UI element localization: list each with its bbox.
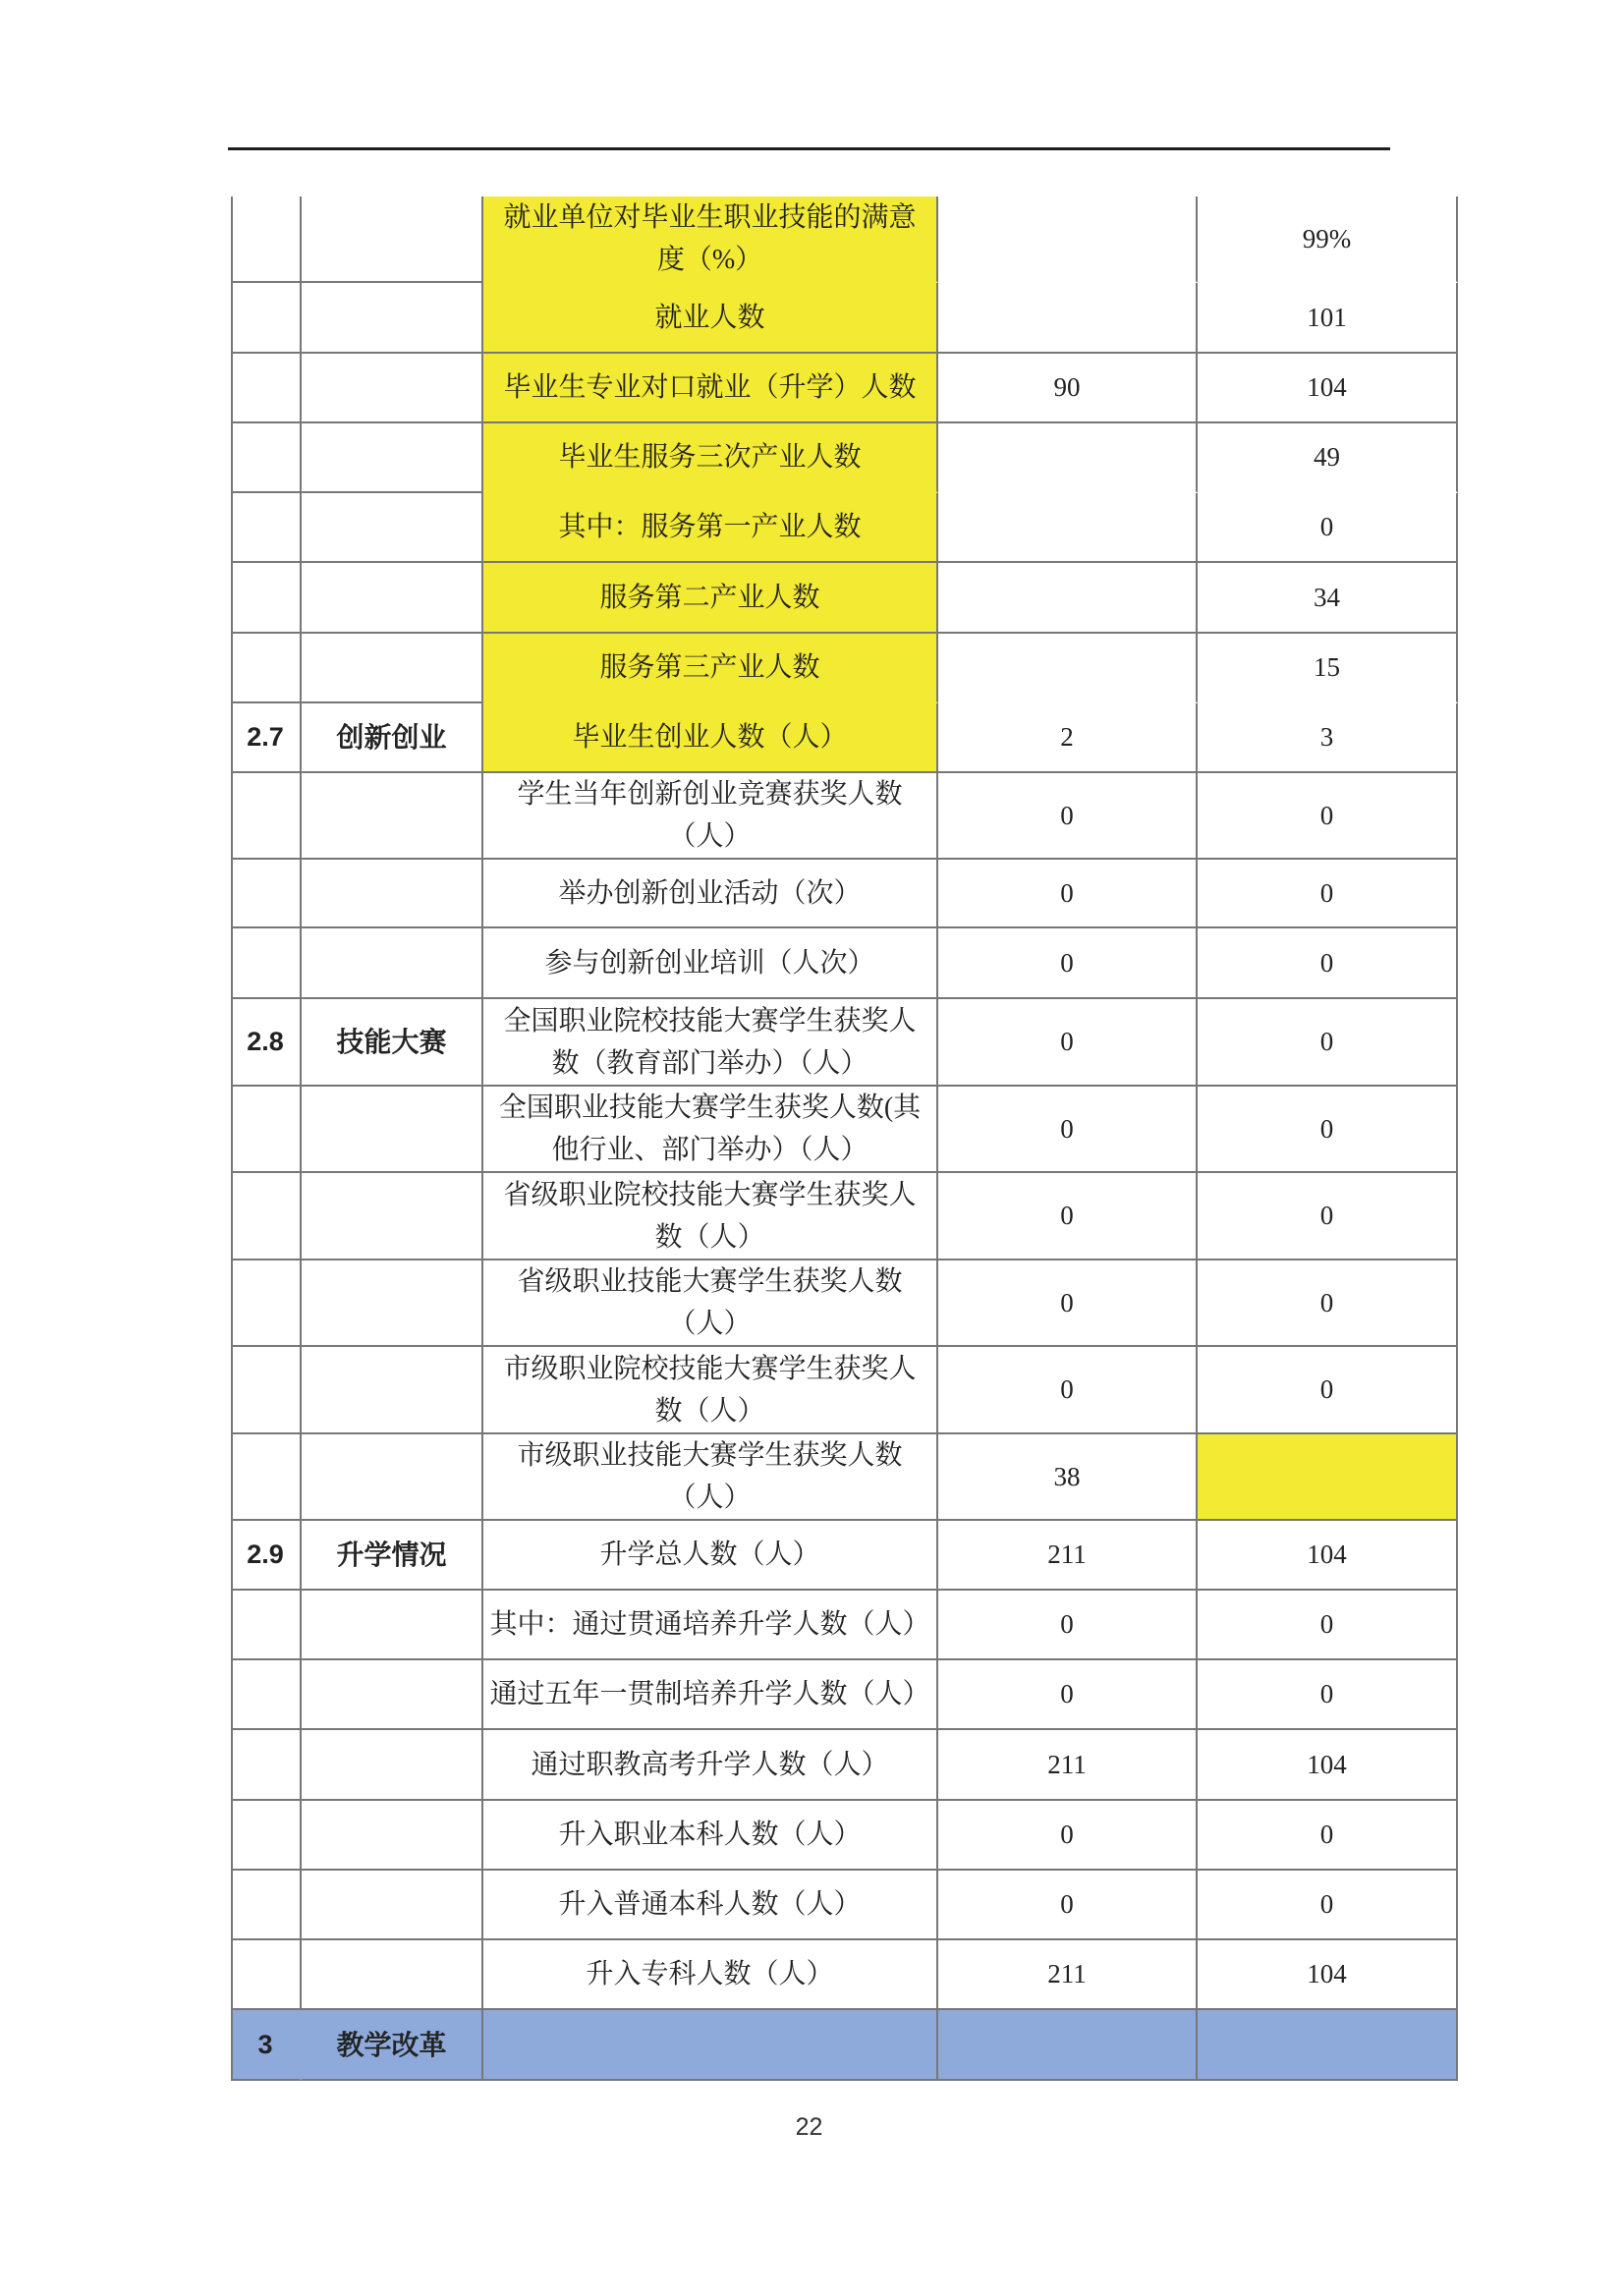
section-title-cell [302, 1591, 483, 1660]
section-number-cell [231, 2010, 302, 2081]
value-a-cell [938, 1801, 1198, 1871]
value-b: 104 [1307, 1540, 1347, 1569]
value-b-cell [1198, 928, 1458, 999]
section-title-cell [302, 1434, 483, 1521]
value-b: 0 [1319, 1027, 1334, 1056]
value-b-cell [1198, 2010, 1458, 2081]
value-b-cell [1198, 563, 1458, 634]
section-title-cell [302, 1173, 483, 1260]
table-row [231, 493, 1458, 563]
value-b: 104 [1307, 1959, 1347, 1988]
value-b-cell [1198, 1434, 1458, 1521]
indicator-name-cell [483, 1347, 938, 1434]
value-b: 34 [1314, 582, 1340, 612]
value-a: 0 [1060, 1113, 1074, 1144]
section-number-cell [231, 1087, 302, 1173]
section-title-cell [302, 196, 483, 283]
section-title-cell [302, 1347, 483, 1434]
indicator-name: 毕业生服务三次产业人数 [558, 442, 862, 473]
value-a-cell [938, 283, 1198, 354]
section-number-cell [231, 1173, 302, 1260]
section-title: 教学改革 [336, 2029, 447, 2060]
table-row [231, 999, 1458, 1087]
indicator-name: 其中：通过贯通培养升学人数（人） [489, 1609, 930, 1640]
indicator-name: 省级职业技能大赛学生获奖人数 （人） [517, 1266, 903, 1339]
indicator-name-cell [483, 773, 938, 860]
value-b: 101 [1307, 302, 1347, 332]
indicator-name: 毕业生创业人数（人） [572, 722, 848, 753]
section-title-cell [302, 1260, 483, 1347]
section-title-cell [302, 563, 483, 634]
table-row [231, 283, 1458, 354]
section-title-cell [302, 283, 483, 354]
value-b: 0 [1319, 512, 1334, 541]
indicator-name-cell [483, 1521, 938, 1591]
value-a-cell [938, 703, 1198, 773]
table-row [231, 1521, 1458, 1591]
section-title: 技能大赛 [336, 1027, 447, 1057]
table-row [231, 1871, 1458, 1940]
indicator-name-cell [483, 1801, 938, 1871]
section-title-cell [302, 1730, 483, 1801]
indicator-name: 举办创新创业活动（次） [558, 877, 862, 909]
section-number-cell [231, 703, 302, 773]
section-title-cell [302, 1940, 483, 2010]
indicator-name: 其中：服务第一产业人数 [558, 512, 862, 542]
value-a: 0 [1060, 1889, 1074, 1919]
indicator-name: 毕业生专业对口就业（升学）人数 [503, 372, 917, 403]
value-b: 0 [1319, 1609, 1334, 1639]
table-row [231, 1173, 1458, 1260]
section-title-cell [302, 2010, 483, 2081]
value-a-cell [938, 634, 1198, 703]
value-a: 0 [1060, 1609, 1074, 1639]
section-number-cell [231, 773, 302, 860]
table-row [231, 423, 1458, 493]
indicator-name-cell [483, 1087, 938, 1173]
indicator-name: 升入普通本科人数（人） [558, 1889, 862, 1920]
value-a: 0 [1060, 1201, 1074, 1230]
indicator-name: 通过五年一贯制培养升学人数（人） [489, 1679, 930, 1709]
indicator-name-cell [483, 999, 938, 1087]
section-number-cell [231, 1871, 302, 1940]
value-b: 49 [1314, 442, 1340, 472]
value-a-cell [938, 423, 1198, 493]
table-row [231, 563, 1458, 634]
value-a: 0 [1060, 1287, 1074, 1317]
value-b-cell [1198, 1521, 1458, 1591]
section-title-cell [302, 634, 483, 703]
indicator-name: 升入专科人数（人） [586, 1959, 834, 1989]
value-a: 90 [1053, 372, 1081, 402]
value-a-cell [938, 1173, 1198, 1260]
value-b-cell [1198, 1347, 1458, 1434]
value-b-cell [1198, 283, 1458, 354]
value-a: 0 [1060, 877, 1074, 908]
indicator-name-cell [483, 1660, 938, 1730]
value-b: 0 [1319, 947, 1334, 978]
value-a-cell [938, 1730, 1198, 1801]
indicator-name: 省级职业院校技能大赛学生获奖人 数（人） [503, 1179, 917, 1253]
page-number: 22 [795, 2113, 823, 2141]
indicator-name-cell [483, 634, 938, 703]
value-b-cell [1198, 1260, 1458, 1347]
table-row [231, 1591, 1458, 1660]
table-row [231, 703, 1458, 773]
value-a: 2 [1060, 722, 1074, 752]
value-b: 0 [1319, 877, 1334, 908]
value-a: 0 [1060, 1679, 1074, 1708]
value-a: 0 [1060, 1820, 1074, 1849]
header-rule [228, 147, 1390, 150]
section-number-cell [231, 283, 302, 354]
section-number: 2.7 [247, 722, 284, 752]
value-b: 0 [1319, 1287, 1334, 1317]
value-a: 0 [1060, 1374, 1074, 1404]
indicator-name: 市级职业技能大赛学生获奖人数 （人） [517, 1440, 903, 1513]
indicator-name: 参与创新创业培训（人次） [544, 947, 875, 979]
value-b: 0 [1319, 1820, 1334, 1849]
value-a-cell [938, 354, 1198, 423]
section-title-cell [302, 773, 483, 860]
section-title-cell [302, 1521, 483, 1591]
section-number-cell [231, 1521, 302, 1591]
indicator-name: 服务第三产业人数 [599, 652, 820, 683]
value-b-cell [1198, 634, 1458, 703]
indicator-name-cell [483, 2010, 938, 2081]
value-b-cell [1198, 999, 1458, 1087]
value-a-cell [938, 563, 1198, 634]
section-title-cell [302, 999, 483, 1087]
value-a-cell [938, 1434, 1198, 1521]
indicator-name-cell [483, 423, 938, 493]
section-number-cell [231, 1940, 302, 2010]
value-a-cell [938, 1260, 1198, 1347]
value-a: 211 [1047, 1959, 1087, 1988]
section-number-cell [231, 634, 302, 703]
table-row [231, 773, 1458, 860]
table-row [231, 1801, 1458, 1871]
table-row [231, 1434, 1458, 1521]
indicator-name-cell [483, 1173, 938, 1260]
value-a-cell [938, 1660, 1198, 1730]
section-number-cell [231, 1660, 302, 1730]
value-b: 104 [1307, 1749, 1347, 1779]
value-b-cell [1198, 1801, 1458, 1871]
section-number-cell [231, 1730, 302, 1801]
section-title-cell [302, 354, 483, 423]
value-a-cell [938, 1940, 1198, 2010]
table-row [231, 1260, 1458, 1347]
section-title-cell [302, 493, 483, 563]
value-b-cell [1198, 196, 1458, 283]
section-title-cell [302, 423, 483, 493]
value-a: 211 [1047, 1540, 1087, 1569]
section-header-row [231, 2010, 1458, 2081]
table-row [231, 1347, 1458, 1434]
indicator-name: 市级职业院校技能大赛学生获奖人 数（人） [503, 1353, 917, 1427]
value-a-cell [938, 493, 1198, 563]
value-b: 0 [1319, 1679, 1334, 1708]
value-b-cell [1198, 1087, 1458, 1173]
indicator-name-cell [483, 283, 938, 354]
section-title-cell [302, 1871, 483, 1940]
section-number-cell [231, 999, 302, 1087]
indicator-name-cell [483, 354, 938, 423]
table-row [231, 860, 1458, 928]
value-b-cell [1198, 1940, 1458, 2010]
value-a: 38 [1053, 1461, 1081, 1491]
section-number: 3 [257, 2029, 273, 2059]
value-a-cell [938, 928, 1198, 999]
value-b: 0 [1319, 1889, 1334, 1919]
indicator-name: 服务第二产业人数 [599, 582, 820, 613]
section-number-cell [231, 423, 302, 493]
section-number-cell [231, 1260, 302, 1347]
value-b: 0 [1319, 1113, 1334, 1144]
value-b-cell [1198, 773, 1458, 860]
section-number-cell [231, 928, 302, 999]
indicator-name-cell [483, 1940, 938, 2010]
value-a: 0 [1060, 947, 1074, 978]
indicator-name-cell [483, 493, 938, 563]
value-a-cell [938, 2010, 1198, 2081]
section-number-cell [231, 1434, 302, 1521]
indicator-name-cell [483, 928, 938, 999]
value-b: 15 [1314, 652, 1340, 682]
value-b-cell [1198, 1173, 1458, 1260]
indicator-name-cell [483, 703, 938, 773]
value-a-cell [938, 1521, 1198, 1591]
section-number-cell [231, 860, 302, 928]
value-a-cell [938, 773, 1198, 860]
section-title-cell [302, 1087, 483, 1173]
indicator-name-cell [483, 1730, 938, 1801]
value-b-cell [1198, 493, 1458, 563]
section-title-cell [302, 1660, 483, 1730]
indicator-name: 升学总人数（人） [599, 1540, 820, 1570]
indicator-name: 就业单位对毕业生职业技能的满意 度（%） [503, 202, 917, 275]
value-a: 0 [1060, 800, 1074, 830]
section-number: 2.8 [247, 1027, 284, 1056]
value-b: 0 [1319, 800, 1334, 830]
indicator-name: 通过职教高考升学人数（人） [531, 1749, 889, 1780]
indicator-name-cell [483, 1260, 938, 1347]
table-row [231, 1660, 1458, 1730]
value-b-cell [1198, 354, 1458, 423]
value-b: 0 [1319, 1201, 1334, 1230]
value-b-cell [1198, 1591, 1458, 1660]
indicator-name-cell [483, 1591, 938, 1660]
value-a: 211 [1047, 1749, 1087, 1779]
table-row [231, 1087, 1458, 1173]
value-b-cell [1198, 1871, 1458, 1940]
table-row [231, 1730, 1458, 1801]
table-row [231, 196, 1458, 283]
indicator-name: 全国职业技能大赛学生获奖人数(其 他行业、部门举办）（人） [498, 1092, 922, 1165]
value-b-cell [1198, 1660, 1458, 1730]
section-title: 创新创业 [336, 722, 447, 753]
indicator-name-cell [483, 860, 938, 928]
indicator-name: 升入职业本科人数（人） [558, 1820, 862, 1850]
section-number: 2.9 [247, 1540, 284, 1569]
value-a-cell [938, 860, 1198, 928]
indicator-name-cell [483, 196, 938, 283]
section-title-cell [302, 703, 483, 773]
data-table [231, 196, 1458, 2081]
section-number-cell [231, 1591, 302, 1660]
value-b: 104 [1307, 372, 1347, 402]
value-b: 99% [1302, 223, 1352, 253]
section-number-cell [231, 1347, 302, 1434]
value-a-cell [938, 999, 1198, 1087]
value-b-cell [1198, 860, 1458, 928]
value-b-cell [1198, 423, 1458, 493]
value-a-cell [938, 1591, 1198, 1660]
table-row [231, 1940, 1458, 2010]
indicator-name-cell [483, 563, 938, 634]
section-number-cell [231, 354, 302, 423]
indicator-name: 全国职业院校技能大赛学生获奖人 数（教育部门举办）（人） [503, 1005, 917, 1079]
section-number-cell [231, 196, 302, 283]
indicator-name-cell [483, 1434, 938, 1521]
table-left-border [231, 196, 233, 2081]
indicator-name-cell [483, 1871, 938, 1940]
section-title-cell [302, 1801, 483, 1871]
section-title-cell [302, 928, 483, 999]
value-b: 3 [1319, 722, 1334, 752]
value-b: 0 [1319, 1374, 1334, 1404]
value-a: 0 [1060, 1027, 1074, 1056]
value-b-cell [1198, 703, 1458, 773]
table-row [231, 634, 1458, 703]
indicator-name: 学生当年创新创业竞赛获奖人数 （人） [517, 779, 903, 852]
value-b-cell [1198, 1730, 1458, 1801]
value-a-cell [938, 1347, 1198, 1434]
value-a-cell [938, 196, 1198, 283]
table-row [231, 354, 1458, 423]
section-number-cell [231, 493, 302, 563]
section-number-cell [231, 1801, 302, 1871]
table-row [231, 928, 1458, 999]
indicator-name: 就业人数 [654, 302, 765, 333]
value-a-cell [938, 1087, 1198, 1173]
value-a-cell [938, 1871, 1198, 1940]
section-title: 升学情况 [336, 1540, 447, 1570]
section-number-cell [231, 563, 302, 634]
section-title-cell [302, 860, 483, 928]
